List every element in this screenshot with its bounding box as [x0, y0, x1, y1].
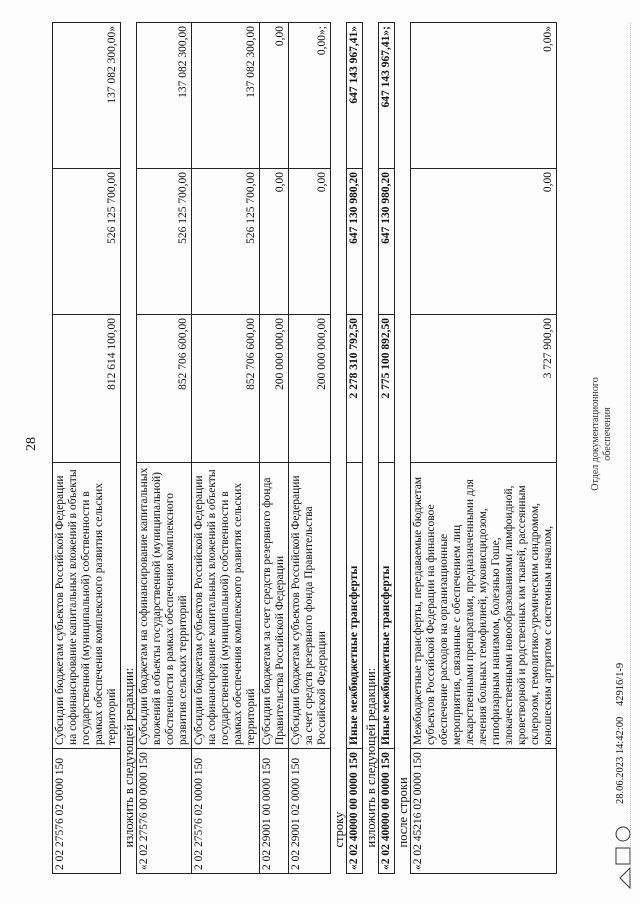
instruction-row — [121, 23, 137, 874]
amount-year1-cell: 2 775 100 892,50 — [379, 315, 395, 463]
table-row — [289, 23, 331, 874]
stamp-line: обеспечения — [602, 407, 613, 461]
amount-year3-cell: 0,00» — [411, 23, 557, 169]
description-cell: Субсидии бюджетам субъектов Российской Федерации на софинансирование капитальных вложений в объекты государственной (муниципальной) собственности в рамках обеспечения комплексного развития сельских территорий — [192, 463, 260, 749]
description-cell: Межбюджетные трансферты, передаваемые бюджетам субъектов Российской Федерации на финансовое обеспечение расходов на организационные мероприятия, связанные с обеспечением лиц лекарственными препаратами, предназначенными для лечения больных гемофилией, муковисцидозом, гипофизарным нанизмом, болезнью Гоше, злокачественными новообразованиями лимфоидной, кроветворной и родственных им тканей, рассеянным склерозом, гемолитико-уремическим синдромом, юношеским артритом с системным началом, — [411, 463, 557, 749]
amount-year2-cell: 526 125 700,00 — [137, 169, 192, 315]
budget-code-cell: 2 02 29001 00 0000 150 — [260, 749, 289, 874]
scan-edge-line — [630, 23, 631, 874]
amount-year2-cell: 647 130 980,20 — [347, 169, 363, 315]
description-cell: Субсидии бюджетам субъектов Российской Федерации за счет средств резервного фонда Правительства Российской Федерации — [289, 463, 331, 749]
instruction-row — [363, 23, 379, 874]
instruction-text: изложить в следующей редакции: — [364, 667, 378, 848]
budget-code-cell: 2 02 27576 02 0000 150 — [53, 749, 121, 874]
description-cell: Иные межбюджетные трансферты — [347, 463, 363, 749]
budget-table — [52, 22, 557, 874]
table-row — [53, 23, 121, 874]
amount-year3-cell: 0,00 — [260, 23, 289, 169]
budget-code-cell: «2 02 45216 02 0000 150 — [411, 749, 557, 874]
amount-year1-cell: 852 706 600,00 — [137, 315, 192, 463]
description-cell: Субсидии бюджетам за счет средств резервного фонда Правительства Российской Федерации — [260, 463, 289, 749]
amount-year2-cell: 0,00 — [289, 169, 331, 315]
amount-year1-cell: 2 278 310 792,50 — [347, 315, 363, 463]
footer-datetime: 28.06.2023 14:42:00 — [615, 716, 626, 804]
description-cell: Иные межбюджетные трансферты — [379, 463, 395, 749]
instruction-row — [331, 23, 347, 874]
description-cell: Субсидии бюджетам субъектов Российской Федерации на софинансирование капитальных вложений в объекты государственной (муниципальной) собственности в рамках обеспечения комплексного развития сельских территорий — [53, 463, 121, 749]
budget-code-cell: 2 02 27576 02 0000 150 — [192, 749, 260, 874]
amount-year3-cell: 647 143 967,41»; — [379, 23, 395, 169]
page-number: 28 — [24, 437, 39, 451]
amount-year2-cell: 647 130 980,20 — [379, 169, 395, 315]
budget-code-cell: 2 02 29001 02 0000 150 — [289, 749, 331, 874]
budget-code-cell: «2 02 40000 00 0000 150 — [379, 749, 395, 874]
stamp-line: Отдел документационного — [590, 377, 601, 491]
instruction-row — [395, 23, 411, 874]
amount-year3-cell: 647 143 967,41» — [347, 23, 363, 169]
table-row — [192, 23, 260, 874]
budget-code-cell: «2 02 27576 00 0000 150 — [137, 749, 192, 874]
amount-year2-cell: 0,00 — [260, 169, 289, 315]
description-cell: Субсидии бюджетам на софинансирование капитальных вложений в объекты государственной (муниципальной) собственности в рамках обеспечения комплексного развития сельских территорий — [137, 463, 192, 749]
amount-year1-cell: 852 706 600,00 — [192, 315, 260, 463]
amount-year2-cell: 0,00 — [411, 169, 557, 315]
amount-year2-cell: 526 125 700,00 — [192, 169, 260, 315]
instruction-text: после строки — [396, 777, 410, 848]
budget-table-body — [53, 23, 557, 874]
footer-document-id: 42916/1-9 — [615, 662, 626, 706]
amount-year3-cell: 137 082 300,00 — [192, 23, 260, 169]
table-row — [379, 23, 395, 874]
amount-year3-cell: 0,00»; — [289, 23, 331, 169]
amount-year1-cell: 812 614 100,00 — [53, 315, 121, 463]
table-row — [347, 23, 363, 874]
amount-year3-cell: 137 082 300,00 — [137, 23, 192, 169]
amount-year1-cell: 200 000 000,00 — [289, 315, 331, 463]
table-row — [260, 23, 289, 874]
amount-year1-cell: 3 727 900,00 — [411, 315, 557, 463]
amount-year2-cell: 526 125 700,00 — [53, 169, 121, 315]
table-row — [137, 23, 192, 874]
amount-year1-cell: 200 000 000,00 — [260, 315, 289, 463]
amount-year3-cell: 137 082 300,00» — [53, 23, 121, 169]
department-stamp — [590, 314, 614, 554]
instruction-text: изложить в следующей редакции: — [122, 667, 136, 848]
instruction-text: строку — [332, 811, 346, 848]
budget-code-cell: «2 02 40000 00 0000 150 — [347, 749, 363, 874]
table-row — [411, 23, 557, 874]
